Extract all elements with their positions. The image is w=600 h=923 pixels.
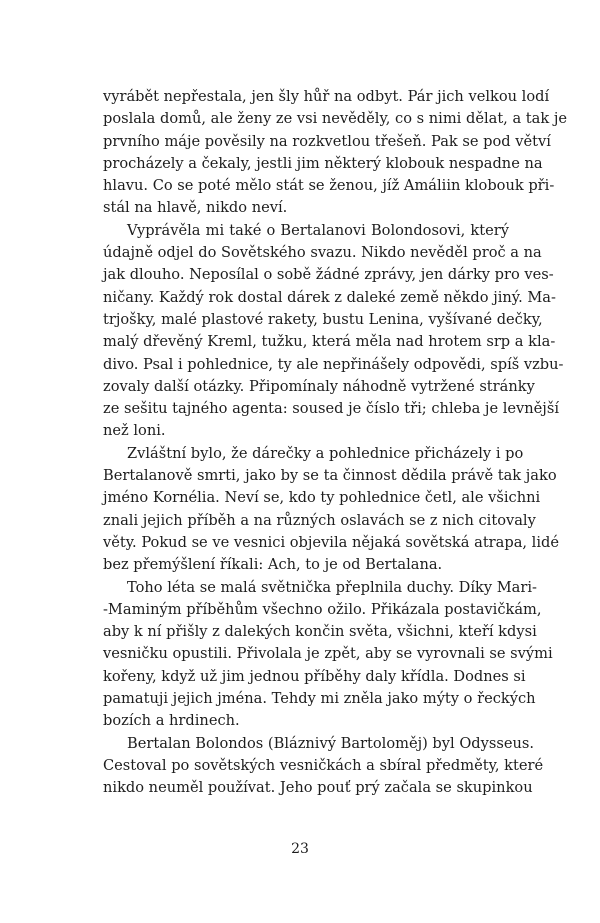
text-line: než loni.	[103, 422, 166, 440]
text-line: Zvláštní bylo, že dárečky a pohlednice přicházely i po	[127, 444, 524, 462]
text-line: vesničku opustili. Přivolala je zpět, aby se vyrovnali se svými	[103, 645, 553, 663]
text-line: poslala domů, ale ženy ze vsi nevěděly, co s nimi dělat, a tak je	[103, 110, 568, 128]
text-line: Cestoval po sovětských vesničkách a sbíral předměty, které	[103, 756, 544, 774]
text-line: Vyprávěla mi také o Bertalanovi Bolondosovi, který	[127, 221, 509, 239]
text-line: jméno Kornélia. Neví se, kdo ty pohlednice četl, ale všichni	[103, 489, 541, 507]
text-line: trjošky, malé plastové rakety, bustu Lenina, vyšívané dečky,	[103, 310, 543, 328]
text-line: údajně odjel do Sovětského svazu. Nikdo nevěděl proč a na	[103, 244, 542, 262]
text-line: aby k ní přišly z dalekých končin světa, všichni, kteří kdysi	[103, 623, 537, 641]
paragraph	[103, 577, 553, 733]
text-line: jak dlouho. Neposílal o sobě žádné zprávy, jen dárky pro ves-	[103, 266, 554, 284]
text-line: pamatuji jejich jména. Tehdy mi zněla jako mýty o řeckých	[103, 690, 536, 708]
paragraph	[103, 220, 564, 443]
text-line: nikdo neuměl používat. Jeho pouť prý začala se skupinkou	[103, 779, 533, 797]
paragraph	[103, 733, 544, 800]
text-line: kořeny, když už jim jednou příběhy daly křídla. Dodnes si	[103, 667, 526, 685]
text-line: ze sešitu tajného agenta: soused je číslo tři; chleba je levnější	[103, 400, 559, 418]
text-line: malý dřevěný Kreml, tužku, která měla nad hrotem srp a kla-	[103, 333, 556, 351]
text-line: vyrábět nepřestala, jen šly hůř na odbyt. Pár jich velkou lodí	[103, 88, 550, 105]
text-line: prvního máje pověsily na rozkvetlou třešeň. Pak se pod větví	[103, 132, 551, 150]
text-line: stál na hlavě, nikdo neví.	[103, 199, 288, 217]
page-number: 23	[291, 841, 309, 857]
text-line: hlavu. Co se poté mělo stát se ženou, jíž Amáliin klobouk při-	[103, 177, 555, 195]
text-line: Bertalan Bolondos (Bláznivý Bartoloměj) byl Odysseus.	[127, 734, 535, 752]
text-line: divo. Psal i pohlednice, ty ale nepřinášely odpovědi, spíš vzbu-	[103, 355, 564, 373]
text-line: Toho léta se malá světnička přeplnila duchy. Díky Mari-	[127, 578, 537, 596]
text-line: bez přemýšlení říkali: Ach, to je od Bertalana.	[103, 556, 443, 574]
text-line: věty. Pokud se ve vesnici objevila nějaká sovětská atrapa, lidé	[103, 533, 559, 551]
body-text	[103, 86, 568, 800]
text-line: procházely a čekaly, jestli jim některý klobouk nespadne na	[103, 154, 543, 172]
text-line: znali jejich příběh a na různých oslavách se z nich citovaly	[103, 511, 536, 529]
text-line: bozích a hrdinech.	[103, 712, 240, 730]
text-line: ničany. Každý rok dostal dárek z daleké země někdo jiný. Ma-	[103, 288, 556, 306]
paragraph	[103, 443, 559, 577]
paragraph	[103, 86, 568, 220]
text-line: Bertalanově smrti, jako by se ta činnost dědila právě tak jako	[103, 467, 557, 485]
text-line: zovaly další otázky. Připomínaly náhodně vytržené stránky	[103, 377, 535, 395]
text-line: -Maminým příběhům všechno ožilo. Přikázala postavičkám,	[103, 600, 542, 618]
